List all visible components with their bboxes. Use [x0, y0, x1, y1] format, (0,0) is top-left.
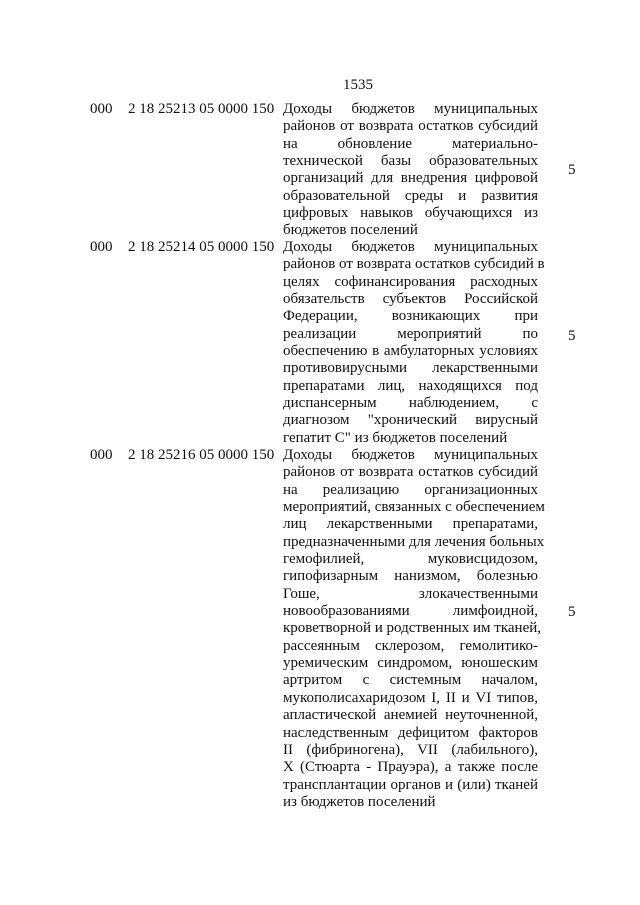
description-line: Федерации, возникающих при	[283, 308, 538, 325]
description-line: на реализацию организационных	[283, 481, 538, 498]
description-line: предназначенными для лечения больных	[283, 533, 545, 550]
description-line: реализации мероприятий по	[283, 325, 538, 342]
description-line: препаратами лиц, находящихся под	[283, 377, 538, 394]
description-line: наследственным дефицитом факторов	[283, 724, 538, 741]
description-line: трансплантации органов и (или) тканей	[283, 776, 538, 793]
budget-classification-code: 2 18 25216 05 0000 150	[128, 447, 275, 463]
distribution-norm: 5	[568, 328, 576, 344]
admin-code: 000	[90, 447, 113, 463]
description-line: образовательной среды и развития	[283, 187, 538, 204]
income-description	[283, 101, 538, 240]
page-number: 1535	[343, 77, 373, 93]
description-line: диагнозом "хронический вирусный	[283, 412, 538, 429]
budget-classification-code: 2 18 25214 05 0000 150	[128, 239, 275, 255]
description-line: гепатит С" из бюджетов поселений	[283, 429, 508, 446]
description-line: обеспечению в амбулаторных условиях	[283, 343, 538, 360]
table-row	[0, 101, 640, 239]
description-line: районов от возврата остатков субсидий	[283, 118, 538, 135]
table-row	[0, 447, 640, 811]
description-line: Доходы бюджетов муниципальных	[283, 447, 538, 463]
description-line: на обновление материально-	[283, 135, 538, 152]
description-line: районов от возврата остатков субсидий	[283, 464, 538, 481]
description-line: артритом с системным началом,	[283, 672, 538, 689]
table-row	[0, 239, 640, 447]
description-line: лиц лекарственными препаратами,	[283, 516, 538, 533]
description-line: из бюджетов поселений	[283, 793, 436, 810]
description-line: мукополисахаридозом I, II и VI типов,	[283, 689, 538, 706]
distribution-norm: 5	[568, 604, 576, 620]
description-line: новообразованиями лимфоидной,	[283, 603, 538, 620]
description-line: уремическим синдромом, юношеским	[283, 655, 538, 672]
description-line: Доходы бюджетов муниципальных	[283, 101, 538, 117]
description-line: Доходы бюджетов муниципальных	[283, 239, 538, 255]
description-line: кроветворной и родственных им тканей,	[283, 620, 542, 637]
distribution-norm: 5	[568, 162, 576, 178]
description-line: диспансерным наблюдением, с	[283, 395, 538, 412]
description-line: цифровых навыков обучающихся из	[283, 205, 538, 222]
description-line: X (Стюарта - Прауэра), а также после	[283, 759, 538, 776]
admin-code: 000	[90, 101, 113, 117]
description-line: гипофизарным нанизмом, болезнью	[283, 568, 538, 585]
budget-classification-code: 2 18 25213 05 0000 150	[128, 101, 275, 117]
description-line: бюджетов поселений	[283, 222, 418, 239]
income-description	[283, 447, 545, 811]
description-line: рассеянным склерозом, гемолитико-	[283, 637, 538, 654]
description-line: мероприятий, связанных с обеспечением	[283, 499, 545, 516]
description-line: организаций для внедрения цифровой	[283, 170, 538, 187]
description-line: противовирусными лекарственными	[283, 360, 538, 377]
description-line: II (фибриногена), VII (лабильного),	[283, 741, 538, 758]
description-line: гемофилией, муковисцидозом,	[283, 551, 538, 568]
description-line: технической базы образовательных	[283, 153, 538, 170]
description-line: апластической анемией неуточненной,	[283, 707, 538, 724]
description-line: целях софинансирования расходных	[283, 273, 538, 290]
income-description	[283, 239, 545, 447]
description-line: Гоше, злокачественными	[283, 585, 538, 602]
description-line: обязательств субъектов Российской	[283, 291, 538, 308]
admin-code: 000	[90, 239, 113, 255]
description-line: районов от возврата остатков субсидий в	[283, 256, 545, 273]
